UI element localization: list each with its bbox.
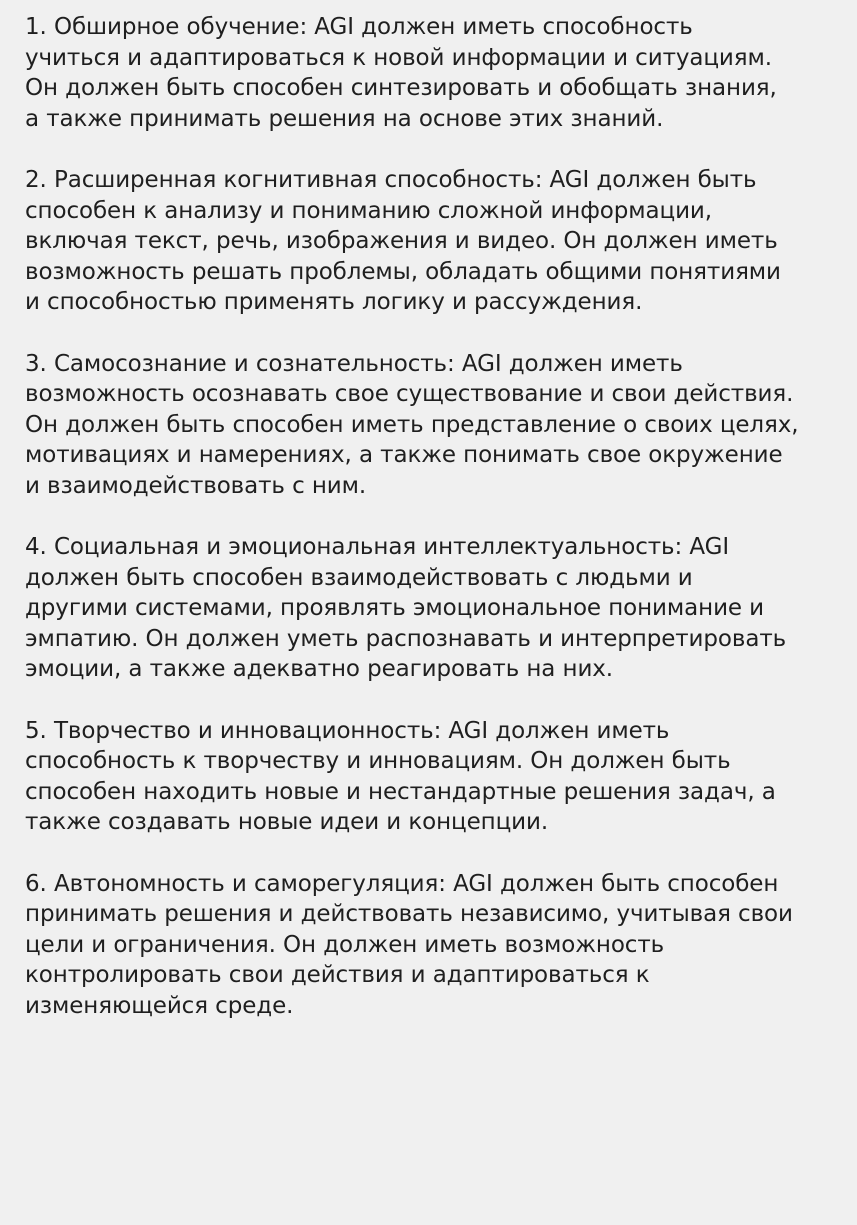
paragraph-5: 5. Творчество и инновационность: AGI должен иметь способность к творчеству и инновациям. Он должен быть способен находить новые и нестандартные решения задач, а также создавать новые идеи и концепции.: [25, 717, 776, 836]
document-body: [25, 12, 845, 1022]
paragraph-1: 1. Обширное обучение: AGI должен иметь способность учиться и адаптироваться к новой информации и ситуациям. Он должен быть способен синтезировать и обобщать знания, а также принимать решения на основе этих знаний.: [25, 14, 777, 132]
paragraph-3: 3. Самосознание и сознательность: AGI должен иметь возможность осознавать свое существование и свои действия. Он должен быть способен иметь представление о своих целях, мотивациях и намерениях, а также понимать свое окружение и взаимодействовать с ним.: [25, 350, 799, 499]
paragraph-2: 2. Расширенная когнитивная способность: AGI должен быть способен к анализу и пониманию сложной информации, включая текст, речь, изображения и видео. Он должен иметь возможность решать проблемы, обладать общими понятиями и способностью применять логику и рассуждения.: [25, 166, 781, 316]
paragraph-6: 6. Автономность и саморегуляция: AGI должен быть способен принимать решения и действовать независимо, учитывая свои цели и ограничения. Он должен иметь возможность контролировать свои действия и адаптироваться к изменяющейся среде.: [25, 870, 793, 1019]
paragraph-4: 4. Социальная и эмоциональная интеллектуальность: AGI должен быть способен взаимодействовать с людьми и другими системами, проявлять эмоциональное понимание и эмпатию. Он должен уметь распознавать и интерпретировать эмоции, а также адекватно реагировать на них.: [25, 534, 787, 683]
